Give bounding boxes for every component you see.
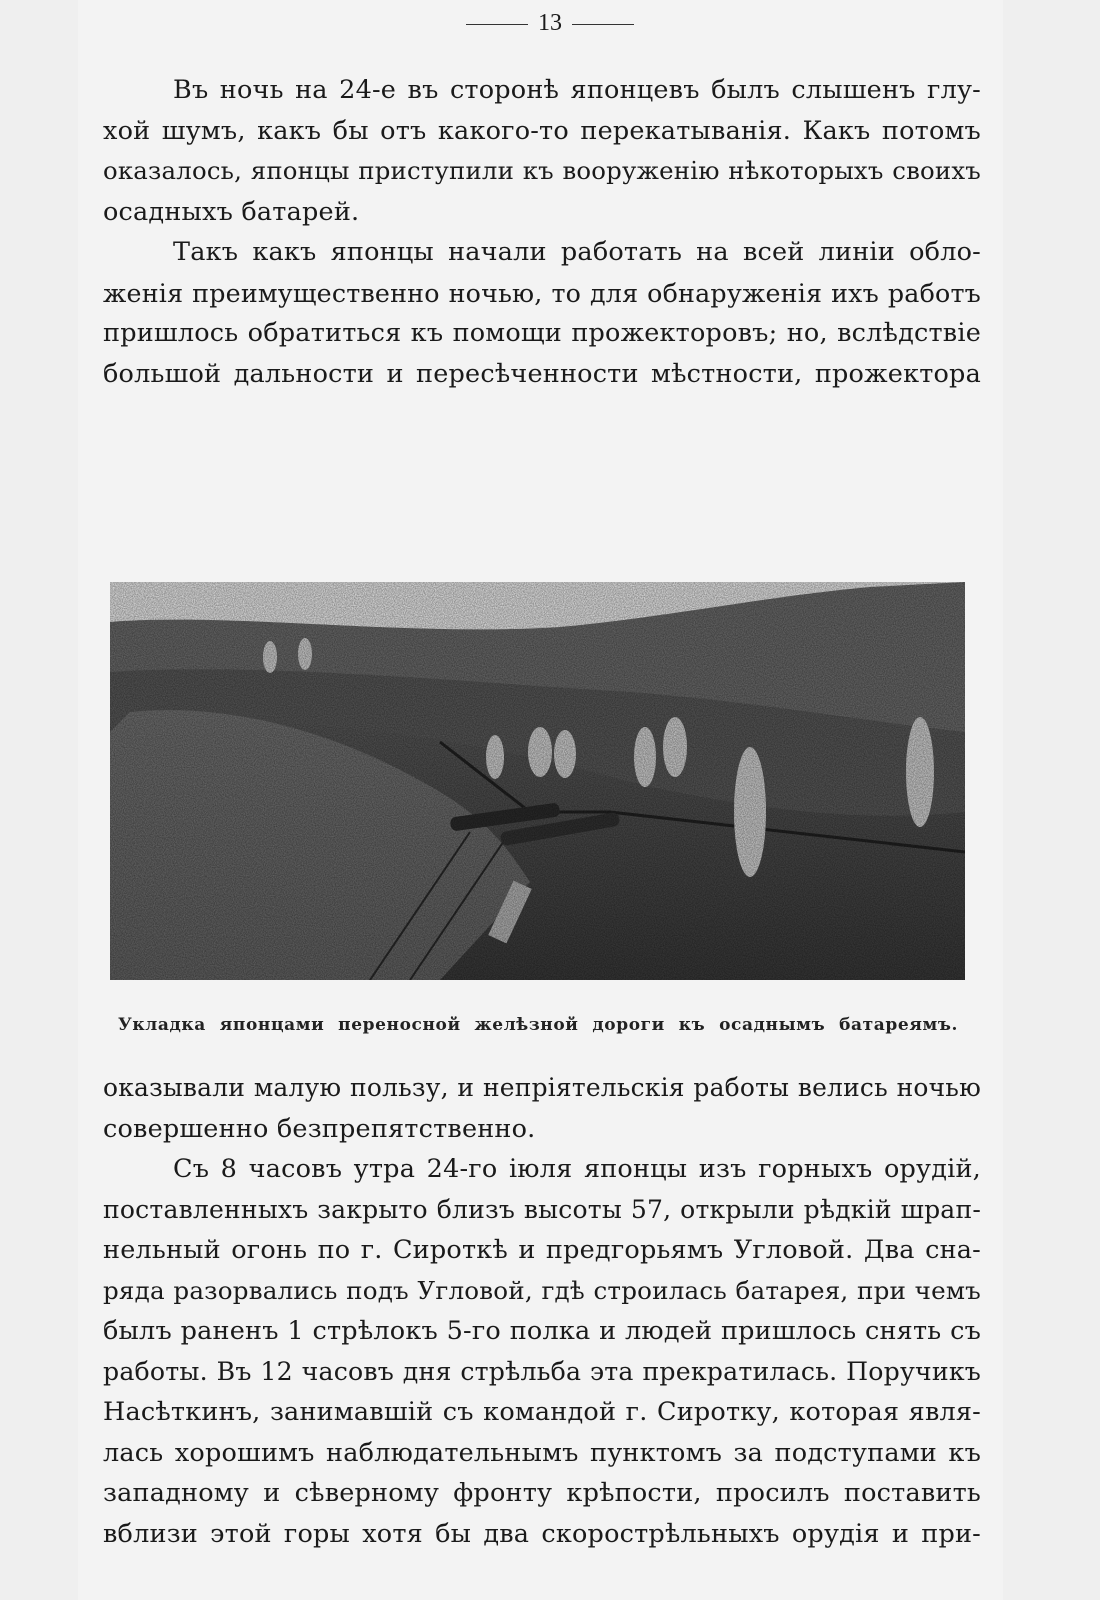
halftone-grain bbox=[110, 582, 965, 980]
photograph bbox=[110, 582, 965, 980]
text-line: былъ раненъ 1 стрѣлокъ 5-го полка и людей пришлось снять съ bbox=[103, 1316, 981, 1346]
text-line: вблизи этой горы хотя бы два скорострѣльныхъ орудія и при- bbox=[103, 1518, 981, 1549]
body-text-top bbox=[103, 70, 981, 394]
text-line: работы. Въ 12 часовъ дня стрѣльба эта прекратилась. Поручикъ bbox=[103, 1356, 981, 1386]
text-line: осадныхъ батарей. bbox=[103, 196, 360, 227]
text-line: поставленныхъ закрыто близъ высоты 57, открыли рѣдкій шрап- bbox=[103, 1194, 981, 1224]
text-line: оказалось, японцы приступили къ вооруженію нѣкоторыхъ своихъ bbox=[103, 156, 981, 185]
text-line: Въ ночь на 24-е въ сторонѣ японцевъ былъ слышенъ глу- bbox=[173, 75, 981, 105]
header-rule-left bbox=[466, 24, 528, 25]
page-number: 13 bbox=[538, 10, 562, 36]
text-line: пришлось обратиться къ помощи прожекторовъ; но, вслѣдствіе bbox=[103, 318, 981, 348]
text-line: ряда разорвались подъ Угловой, гдѣ строилась батарея, при чемъ bbox=[103, 1275, 981, 1305]
text-line: женія преимущественно ночью, то для обнаруженія ихъ работъ bbox=[103, 277, 981, 308]
text-line: хой шумъ, какъ бы отъ какого-то перекатыванія. Какъ потомъ bbox=[103, 115, 981, 146]
photo-railway-laying bbox=[110, 582, 965, 980]
header-rule-right bbox=[572, 24, 634, 25]
text-line: оказывали малую пользу, и непріятельскія работы велись ночью bbox=[103, 1073, 981, 1102]
text-line: нельный огонь по г. Сироткѣ и предгорьямъ Угловой. Два сна- bbox=[103, 1235, 981, 1265]
page-header bbox=[0, 8, 1100, 39]
text-line: лась хорошимъ наблюдательнымъ пунктомъ за подступами къ bbox=[103, 1437, 981, 1468]
text-line: большой дальности и пересѣченности мѣстности, прожектора bbox=[103, 358, 981, 389]
body-text-bottom bbox=[103, 1068, 981, 1554]
text-line: совершенно безпрепятственно. bbox=[103, 1113, 536, 1144]
text-line: Съ 8 часовъ утра 24-го іюля японцы изъ горныхъ орудій, bbox=[173, 1154, 981, 1184]
text-line: западному и сѣверному фронту крѣпости, просилъ поставить bbox=[103, 1478, 981, 1508]
figure-caption: Укладка японцами переносной желѣзной дороги къ осаднымъ батареямъ. bbox=[118, 1015, 958, 1035]
text-line: Такъ какъ японцы начали работать на всей линіи обло- bbox=[173, 237, 981, 267]
text-line: Насѣткинъ, занимавшій съ командой г. Сиротку, которая явля- bbox=[103, 1397, 981, 1427]
